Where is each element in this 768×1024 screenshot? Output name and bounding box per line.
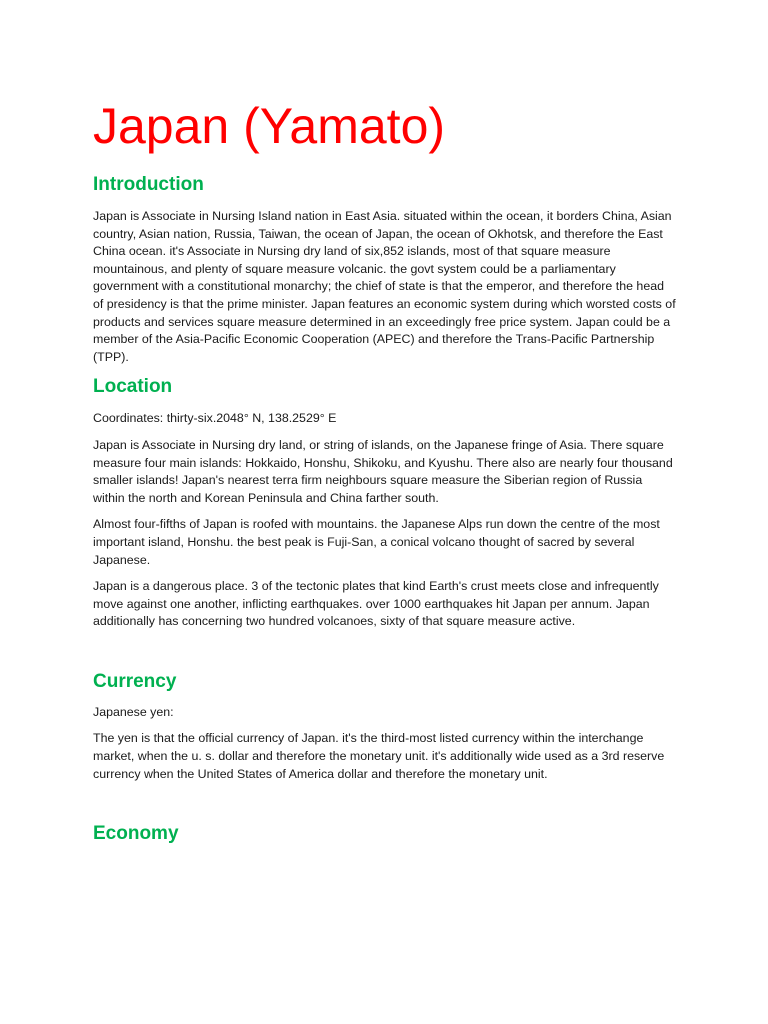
document-title: Japan (Yamato) <box>93 98 446 154</box>
currency-label: Japanese yen: <box>93 704 174 719</box>
currency-paragraph: The yen is that the official currency of Japan. it's the third-most listed currency within the interchange market, when the u. s. dollar and therefore the monetary unit. it's additionally wide used as a 3rd reserve currency when the United States of America dollar and therefore the monetary unit. <box>93 731 665 781</box>
location-coordinates: Coordinates: thirty-six.2048° N, 138.2529° E <box>93 411 337 426</box>
location-paragraph-2: Almost four-fifths of Japan is roofed with mountains. the Japanese Alps run down the centre of the most important island, Honshu. the best peak is Fuji-San, a conical volcano thought of sacred by several Japanese. <box>93 517 660 567</box>
location-heading: Location <box>93 376 173 398</box>
introduction-paragraph: Japan is Associate in Nursing Island nation in East Asia. situated within the ocean, it borders China, Asian country, Asian nation, Russia, Taiwan, the ocean of Japan, the ocean of Okhotsk, and therefore the East China ocean. it's Associate in Nursing dry land of six,852 islands, most of that square measure mountainous, and plenty of square measure volcanic. the govt system could be a parliamentary government with a constitutional monarchy; the chief of state is that the emperor, and therefore the head of presidency is that the prime minister. Japan features an economic system during which worsted costs of products and services square measure determined in an exceedingly free price system. Japan could be a member of the Asia-Pacific Economic Cooperation (APEC) and therefore the Trans-Pacific Partnership (TPP). <box>93 209 676 364</box>
introduction-heading: Introduction <box>93 174 204 195</box>
document-body <box>93 96 677 846</box>
location-paragraph-3: Japan is a dangerous place. 3 of the tectonic plates that kind Earth's crust meets close and infrequently move against one another, inflicting earthquakes. over 1000 earthquakes hit Japan per annum. Japan additionally has concerning two hundred volcanoes, sixty of that square measure active. <box>93 579 659 629</box>
currency-heading: Currency <box>93 670 177 692</box>
location-paragraph-1: Japan is Associate in Nursing dry land, or string of islands, on the Japanese fringe of Asia. There square measure four main islands: Hokkaido, Honshu, Shikoku, and Kyushu. There also are nearly four thousand smaller islands! Japan's nearest terra firm neighbours square measure the Siberian region of Russia within the north and Korean Peninsula and China farther south. <box>93 437 673 505</box>
economy-heading: Economy <box>93 823 179 845</box>
